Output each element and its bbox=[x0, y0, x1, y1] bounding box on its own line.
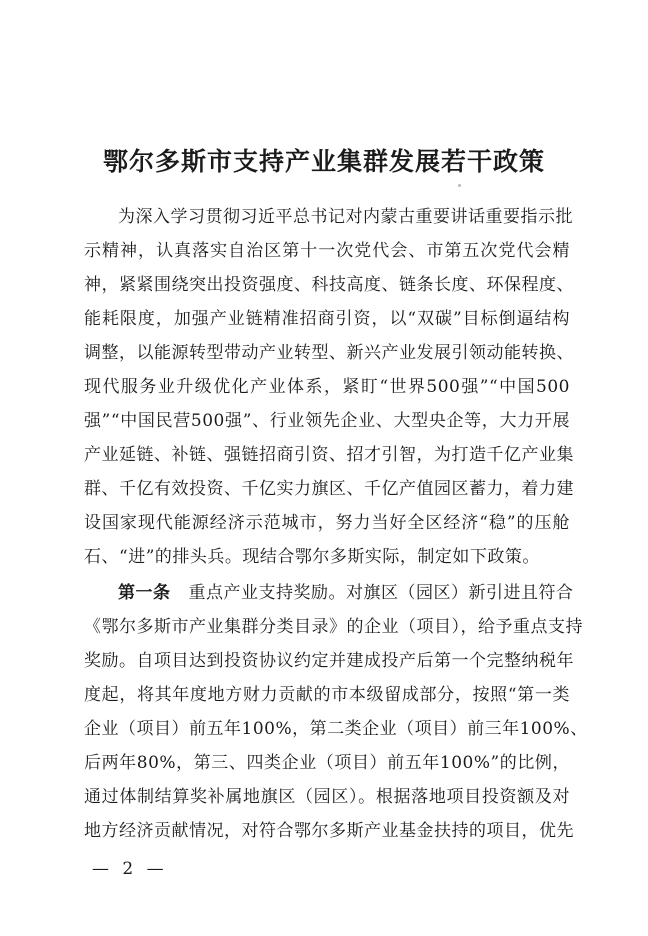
preamble-line: 群、千亿有效投资、千亿实力旗区、千亿产值园区蓄力，着力建 bbox=[84, 479, 574, 499]
preamble-line: 设国家现代能源经济示范城市，努力当好全区经济“稳”的压舱 bbox=[84, 513, 570, 533]
page-number: — 2 — bbox=[92, 859, 168, 879]
article-heading-text: 重点产业支持奖励。对旗区（园区）新引进且符合 bbox=[188, 583, 574, 603]
document-title: 鄂尔多斯市支持产业集群发展若干政策 bbox=[102, 147, 545, 176]
article-line: 度起，将其年度地方财力贡献的市本级留成部分，按照“第一类 bbox=[84, 685, 570, 705]
preamble-line: 强”“中国民营500强”、行业领先企业、大型央企等，大力开展 bbox=[84, 411, 570, 431]
preamble-line: 现代服务业升级优化产业体系，紧盯“世界500强”“中国500 bbox=[84, 377, 570, 397]
preamble-line: 能耗限度，加强产业链精准招商引资，以“双碳”目标倒逼结构 bbox=[84, 309, 570, 329]
scan-speck bbox=[458, 184, 461, 187]
article-line: 地方经济贡献情况，对符合鄂尔多斯产业基金扶持的项目，优先 bbox=[84, 821, 574, 841]
preamble-line: 产业延链、补链、强链招商引资、招才引智，为打造千亿产业集 bbox=[84, 445, 574, 465]
preamble-line: 神，紧紧围绕突出投资强度、科技高度、链条长度、环保程度、 bbox=[84, 275, 574, 295]
article-label: 第一条 bbox=[118, 583, 171, 603]
article-line: 企业（项目）前五年100%，第二类企业（项目）前三年100%、 bbox=[84, 719, 588, 739]
preamble-line: 调整，以能源转型带动产业转型、新兴产业发展引领动能转换、 bbox=[84, 343, 574, 363]
preamble-line: 石、“进”的排头兵。现结合鄂尔多斯实际，制定如下政策。 bbox=[84, 547, 540, 567]
article-line: 通过体制结算奖补属地旗区（园区）。根据落地项目投资额及对 bbox=[84, 787, 570, 807]
article-first-line bbox=[118, 582, 574, 604]
article-line: 奖励。自项目达到投资协议约定并建成投产后第一个完整纳税年 bbox=[84, 651, 574, 671]
article-line: 《鄂尔多斯市产业集群分类目录》的企业（项目），给予重点支持 bbox=[84, 617, 583, 637]
article-line: 后两年80%，第三、四类企业（项目）前五年100%”的比例， bbox=[84, 753, 570, 773]
preamble-line: 示精神，认真落实自治区第十一次党代会、市第五次党代会精 bbox=[84, 241, 570, 261]
preamble-line: 为深入学习贯彻习近平总书记对内蒙古重要讲话重要指示批 bbox=[118, 207, 573, 227]
